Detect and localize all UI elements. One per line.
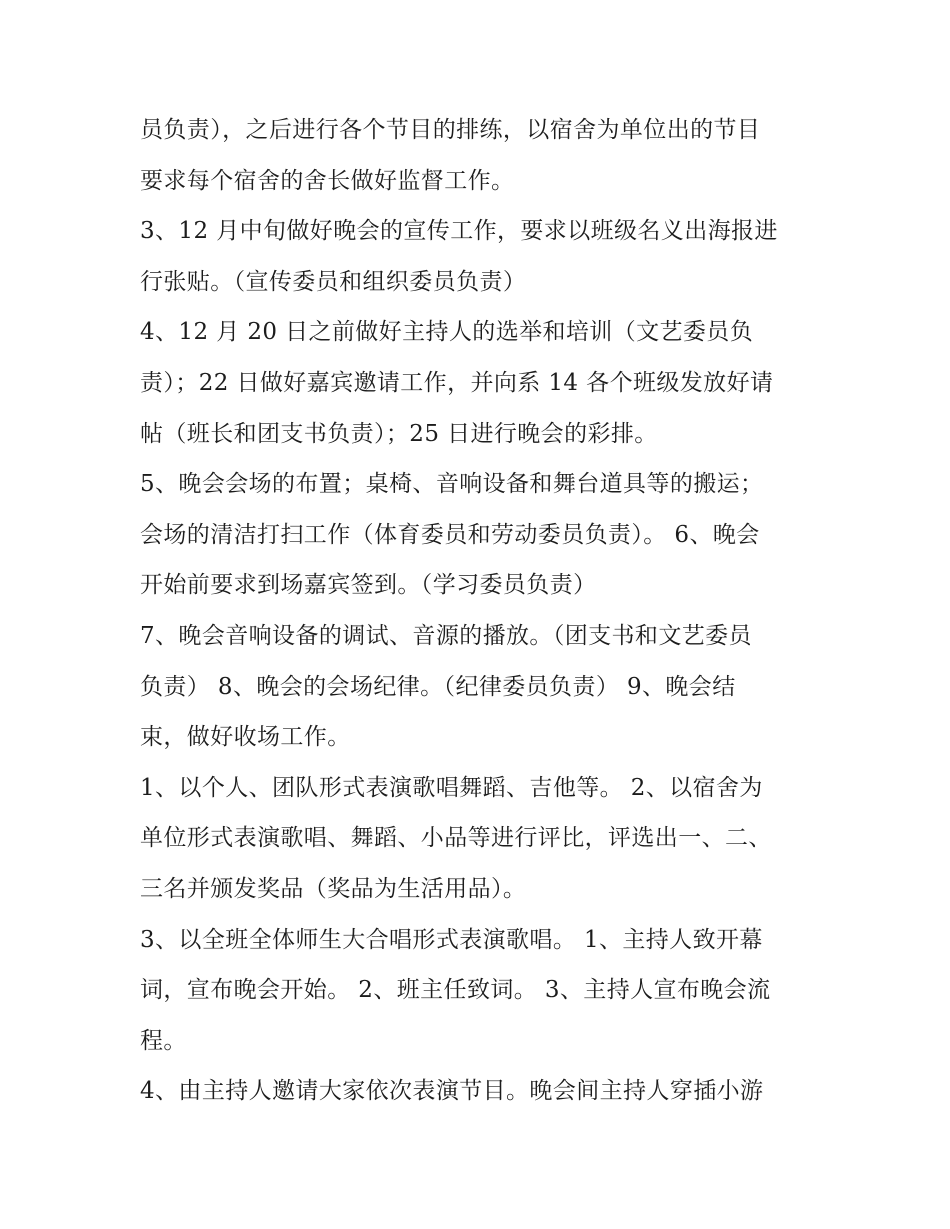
- text-line: 1、以个人、团队形式表演歌唱舞蹈、吉他等。 2、以宿舍为: [140, 775, 763, 801]
- text-line: 5、晚会会场的布置；桌椅、音响设备和舞台道具等的搬运；: [140, 471, 764, 497]
- text-line: 要求每个宿舍的舍长做好监督工作。: [140, 168, 515, 194]
- text-line: 4、12 月 20 日之前做好主持人的选举和培训（文艺委员负: [140, 319, 754, 345]
- text-line: 开始前要求到场嘉宾签到。（学习委员负责）: [140, 572, 597, 598]
- text-line: 4、由主持人邀请大家依次表演节目。晚会间主持人穿插小游: [140, 1078, 764, 1104]
- text-line: 单位形式表演歌唱、舞蹈、小品等进行评比，评选出一、二、: [140, 825, 772, 851]
- text-line: 会场的清洁打扫工作（体育委员和劳动委员负责）。 6、晚会: [140, 522, 760, 548]
- text-line: 词，宣布晚会开始。 2、班主任致词。 3、主持人宣布晚会流: [140, 977, 771, 1003]
- text-line: 3、12 月中旬做好晚会的宣传工作，要求以班级名义出海报进: [140, 218, 778, 244]
- text-line: 3、以全班全体师生大合唱形式表演歌唱。 1、主持人致开幕: [140, 927, 763, 953]
- text-line: 束，做好收场工作。: [140, 724, 351, 750]
- text-line: 负责） 8、晚会的会场纪律。（纪律委员负责） 9、晚会结: [140, 674, 736, 700]
- text-line: 7、晚会音响设备的调试、音源的播放。（团支书和文艺委员: [140, 623, 752, 649]
- text-line: 行张贴。（宣传委员和组织委员负责）: [140, 269, 527, 295]
- text-line: 程。: [140, 1028, 187, 1054]
- text-line: 员负责），之后进行各个节目的排练，以宿舍为单位出的节目: [140, 117, 761, 143]
- text-line: 三名并颁发奖品（奖品为生活用品）。: [140, 876, 527, 902]
- text-line: 帖（班长和团支书负责）；25 日进行晚会的彩排。: [140, 421, 658, 447]
- text-line: 责）；22 日做好嘉宾邀请工作，并向系 14 各个班级发放好请: [140, 370, 774, 396]
